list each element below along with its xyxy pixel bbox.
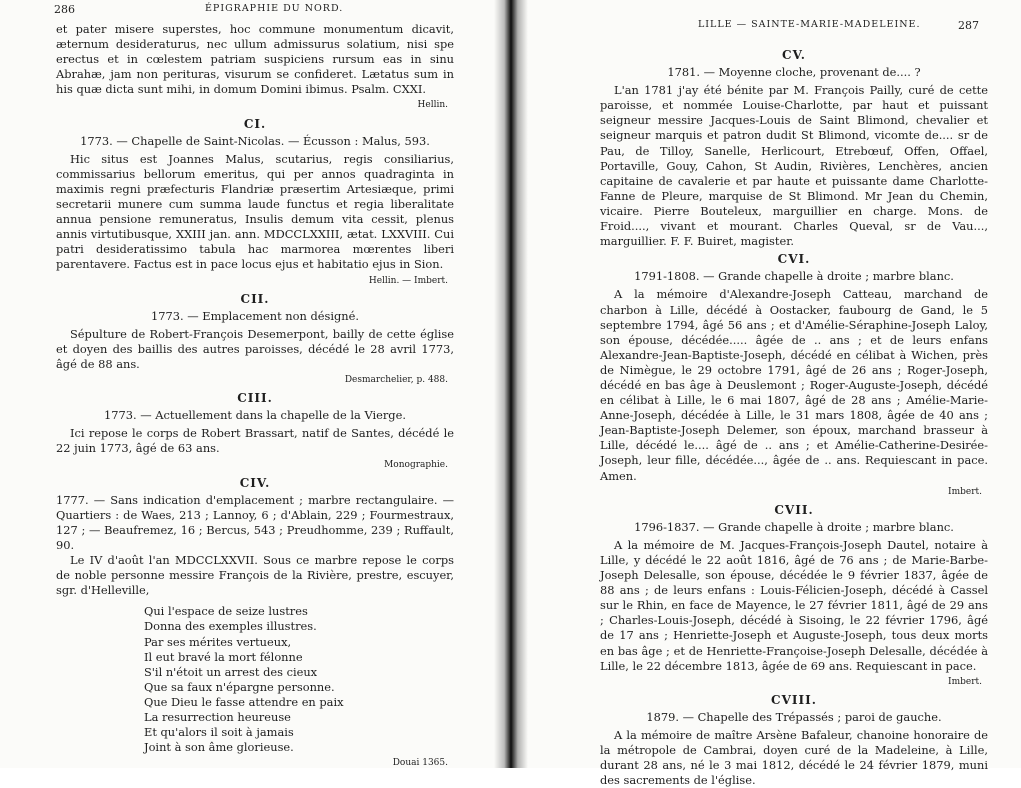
right-page bbox=[512, 0, 1021, 788]
entry-text: Sépulture de Robert-François Desemerpont, bailly de cette église et doyen des baillis des autres paroisses, décédé le 28 avril 1773, âgé de 88 ans. bbox=[56, 326, 454, 371]
source-note: Imbert. bbox=[948, 676, 982, 687]
entry-text: L'an 1781 j'ay été bénite par M. François Pailly, curé de cette paroisse, et nommée Louise-Charlotte, par haut et puissant seigneur messire Jacques-Louis de Saint Blimond, chevalier et seigneur marquis et patron dudit St Blimond, vicomte de.... sr de Pau, de Tilloy, Sanelle, Herlicourt, Etrebœuf, Offen, Offael, Portaville, Gouy, Cahon, St Audin, Rivières, Lenchères, ancien capitaine de cavalerie et par haute et puissante dame Charlotte-Fanne de Pleure, marquise de St Blimond. Mr Jean du Chemin, vicaire. Pierre Bouteleux, marguillier en charge. Mons. de Froid...., vivant et mourant. Charles Queval, sr de Vau..., marguillier. F. F. Buiret, magister. bbox=[600, 83, 988, 249]
entry-text: Hic situs est Joannes Malus, scutarius, regis consiliarius, commissarius bellorum emeritus, qui per annos quadraginta in maximis regni præfecturis Flandriæ præsertim Artesiæque, primi secretarii munere cum summa laude functus et regia liberalitate annua pensione remuneratus, Insulis demum vita cessit, plenus annis virtutibusque, XXIII jan. ann. MDCCLXXIII, ætat. LXXVIII. Cui patri desideratissimo tabula hac marmorea mœrentes liberi parentavere. Factus est in pace locus ejus et habitatio ejus in Sion. bbox=[56, 151, 454, 272]
poem-line: Joint à son âme glorieuse. bbox=[144, 740, 294, 755]
source-note: Imbert. bbox=[948, 486, 982, 497]
epitaph-poem bbox=[144, 604, 454, 755]
entry-heading: 1796-1837. — Grande chapelle à droite ; marbre blanc. bbox=[634, 519, 954, 534]
poem-line: Qui l'espace de seize lustres bbox=[144, 604, 308, 619]
poem-line: La resurrection heureuse bbox=[144, 710, 291, 725]
source-note: Douai 1365. bbox=[392, 758, 448, 769]
entry-text: A la mémoire de M. Jacques-François-Joseph Dautel, notaire à Lille, y décédé le 22 août 1816, âgé de 76 ans ; de Marie-Barbe-Joseph Delesalle, son épouse, décédée le 9 février 1837, âgée de 88 ans ; de leurs enfans : Louis-Félicien-Joseph, décédé à Cassel sur le Rhin, en face de Mayence, le 27 février 1811, âgé de 29 ans ; Charles-Louis-Joseph, décédé à Sisoing, le 22 février 1796, âgé de 17 ans ; Henriette-Joseph et Auguste-Joseph, tous deux morts en bas âge ; et de Henriette-Françoise-Joseph Delesalle, décédée à Lille, le 22 décembre 1813, âgée de 69 ans. Requiescant in pace. bbox=[600, 537, 988, 673]
running-head: ÉPIGRAPHIE DU NORD. bbox=[205, 3, 344, 14]
entry-text: A la mémoire de maître Arsène Bafaleur, chanoine honoraire de la métropole de Cambrai, doyen curé de la Madeleine, à Lille, durant 28 ans, né le 3 mai 1812, décédé le 24 février 1879, muni des sacrements de l'église. bbox=[600, 728, 988, 788]
entry-number: CV. bbox=[782, 48, 806, 62]
entry-number: CVIII. bbox=[771, 692, 817, 707]
poem-line: S'il n'étoit un arrest des cieux bbox=[144, 664, 318, 679]
left-page bbox=[0, 0, 510, 768]
entry-number: CI. bbox=[243, 116, 267, 131]
poem-line: Donna des exemples illustres. bbox=[144, 619, 317, 634]
poem-line: Il eut bravé la mort félonne bbox=[144, 649, 303, 664]
entry-heading: 1777. — Sans indication d'emplacement ; marbre rectangulaire. — Quartiers : de Waes, 213 ; Lannoy, 6 ; d'Ablain, 229 ; Fourmestraux, 127 ; — Beaufremez, 16 ; Bercus, 543 ; Preudhomme, 239 ; Ruffault, 90. bbox=[56, 492, 454, 552]
entry-heading: 1773. — Emplacement non désigné. bbox=[151, 308, 359, 323]
source-note: Desmarchelier, p. 488. bbox=[344, 375, 448, 386]
running-head: LILLE — SAINTE-MARIE-MADELEINE. bbox=[698, 19, 921, 30]
entry-heading: 1879. — Chapelle des Trépassés ; paroi de gauche. bbox=[646, 709, 942, 724]
entry-heading: 1773. — Actuellement dans la chapelle de la Vierge. bbox=[104, 408, 406, 423]
entry-heading: 1791-1808. — Grande chapelle à droite ; marbre blanc. bbox=[634, 269, 954, 284]
entry-heading: 1781. — Moyenne cloche, provenant de.... ? bbox=[667, 65, 921, 80]
entry-text: Ici repose le corps de Robert Brassart, natif de Santes, décédé le 22 juin 1773, âgé de 63 ans. bbox=[56, 426, 454, 456]
entry-text: Le IV d'août l'an MDCCLXXVII. Sous ce marbre repose le corps de noble personne messire François de la Rivière, prestre, escuyer, sgr. d'Helleville, bbox=[56, 553, 454, 598]
entry-heading: 1773. — Chapelle de Saint-Nicolas. — Écusson : Malus, 593. bbox=[80, 133, 430, 148]
source-note: Hellin. bbox=[417, 100, 448, 111]
entry-text: A la mémoire d'Alexandre-Joseph Catteau, marchand de charbon à Lille, décédé à Oostacker, faubourg de Gand, le 5 septembre 1794, âgé 56 ans ; et d'Amélie-Séraphine-Joseph Laloy, son épouse, décédée..... âgée de .. ans ; et de leurs enfans Alexandre-Jean-Baptiste-Joseph, décédé en célibat à Wichen, près de Nimègue, le 29 octobre 1791, âgé de 26 ans ; Roger-Joseph, décédé en bas âge à Deuslemont ; Roger-Auguste-Joseph, décédé en célibat à Lille, le 6 mai 1807, âgé de 28 ans ; Amélie-Marie-Anne-Joseph, décédée à Lille, le 31 mars 1808, âgée de 40 ans ; Jean-Baptiste-Joseph Delemer, son époux, marchand brasseur à Lille, décédé le.... âgé de .. ans ; et Amélie-Catherine-Desirée-Joseph, leur fille, décédée..., âgée de .. ans. Requiescant in pace. Amen. bbox=[600, 287, 988, 483]
poem-line: Que sa faux n'épargne personne. bbox=[144, 679, 335, 694]
entry-number: CVI. bbox=[777, 252, 811, 267]
poem-line: Par ses mérites vertueux, bbox=[144, 634, 292, 649]
left-page-body bbox=[56, 22, 454, 772]
entry-number: CIII. bbox=[237, 391, 273, 406]
intro-text: et pater misere superstes, hoc commune monumentum dicavit, æternum desideraturus, nec ullum admissurus solatium, nisi spe erectus et in cœlestem patriam suspiciens rursum eas in sinu Abrahæ, jam non perituras, visurum se confideret. Lætatus sum in his quæ dicta sunt mihi, in domum Domini ibimus. Psalm. CXXI. bbox=[56, 22, 454, 97]
entry-number: CIV. bbox=[239, 475, 271, 490]
entry-number: CII. bbox=[240, 291, 270, 306]
source-note: Hellin. — Imbert. bbox=[368, 275, 448, 286]
page-number: 286 bbox=[54, 3, 75, 16]
poem-line: Que Dieu le fasse attendre en paix bbox=[144, 694, 344, 709]
source-note: Monographie. bbox=[384, 459, 448, 470]
page-number: 287 bbox=[958, 19, 979, 32]
entry-number: CVII. bbox=[774, 502, 814, 517]
poem-line: Et qu'alors il soit à jamais bbox=[144, 725, 294, 740]
right-page-body bbox=[600, 45, 988, 788]
